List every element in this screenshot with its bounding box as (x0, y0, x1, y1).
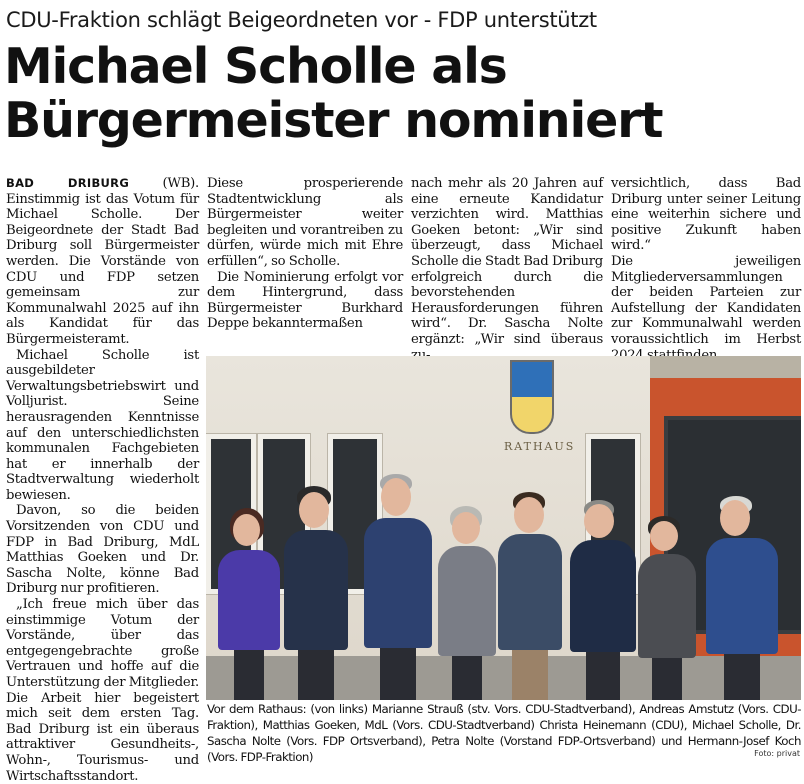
text-column-1 (6, 176, 199, 784)
paragraph: Die Nominierung erfolgt vor dem Hintergrund, dass Bürgermeister Burkhard Deppe bekanntermaßen (207, 269, 403, 332)
headline: Michael Scholle als Bürgermeister nominiert (4, 38, 663, 149)
text-column-2 (207, 176, 403, 332)
paragraph-text: (WB). Einstimmig ist das Votum für Michael Scholle. Der Beigeordnete der Stadt Bad Driburg soll Bürgermeister werden. Die Vorstände von CDU und FDP setzen gemeinsam zur Kommunalwahl 2025 auf ihn als Kandidat für das Bürgermeisteramt. (6, 176, 199, 347)
paragraph: „Ich freue mich über das einstimmige Votum der Vorstände, über das entgegengebrachte große Vertrauen und hoffe auf die Unterstützung der Mitglieder. Die Arbeit hier begeistert mich seit dem ersten Tag. Bad Driburg ist ein überaus attraktiver Gesundheits-, Wohn-, Tourismus- und Wirtschaftsstandort. (6, 597, 199, 784)
town-crest-icon (510, 360, 554, 434)
roof-edge (650, 356, 801, 378)
photo-caption: Vor dem Rathaus: (von links) Marianne Strauß (stv. Vors. CDU-Stadtverband), Andreas Amstutz (Vors. CDU-Fraktion), Matthias Goeken, MdL (Vors. CDU-Stadtverband) Christa Heinemann (CDU), Michael Scholle, Dr. Sascha Nolte (Vors. FDP Ortsverband), Petra Nolte (Vorstand FDP-Ortsverband) und Hermann-Josef Koch (Vors. FDP-Fraktion) (207, 702, 801, 764)
paragraph: Davon, so die beiden Vorsitzenden von CDU und FDP in Bad Driburg, MdL Matthias Goeken und Dr. Sascha Nolte, könne Bad Driburg nur profitieren. (6, 503, 199, 597)
paragraph: Die jeweiligen Mitgliederversammlungen der beiden Parteien zur Aufstellung der Kandidaten zur Kommunalwahl werden voraussichtlich im Herbst (611, 253, 801, 347)
paragraph (6, 176, 199, 348)
rathaus-sign: RATHAUS (504, 440, 576, 453)
kicker: CDU-Fraktion schlägt Beigeordneten vor - FDP unterstützt (6, 8, 597, 32)
photo-credit: Foto: privat (754, 749, 800, 758)
paragraph: Diese prosperierende Stadtentwicklung als Bürgermeister weiter begleiten und vorantreiben zu dürfen, würde mich mit Ehre erfüllen“, so Scholle. (207, 176, 403, 269)
paragraph: nach mehr als 20 Jahren auf eine erneute Kandidatur verzichten wird. Matthias Goeken betont: „Wir sind überzeugt, dass Michael Scholle die Stadt Bad Driburg erfolgreich durch die bevorstehenden Herausforderungen führen wird“. Dr. Sascha Nolte ergänzt: „Wir sind überaus (411, 176, 603, 347)
text-column-4 (611, 176, 801, 363)
dateline: BAD DRIBURG (6, 176, 130, 190)
pavement (206, 656, 801, 700)
paragraph: Michael Scholle ist ausgebildeter Verwaltungsbetriebswirt und Volljurist. Seine herausragenden Kenntnisse auf den unterschiedlichsten kommunalen Fachgebieten hat er innerhalb der Stadtverwaltung wiederholt bewiesen. (6, 347, 199, 503)
group-photo (206, 356, 801, 700)
paragraph: versichtlich, dass Bad Driburg unter seiner Leitung eine weiterhin sichere und positive Zukunft haben wird.“ (611, 176, 801, 254)
text-column-3 (411, 176, 603, 363)
